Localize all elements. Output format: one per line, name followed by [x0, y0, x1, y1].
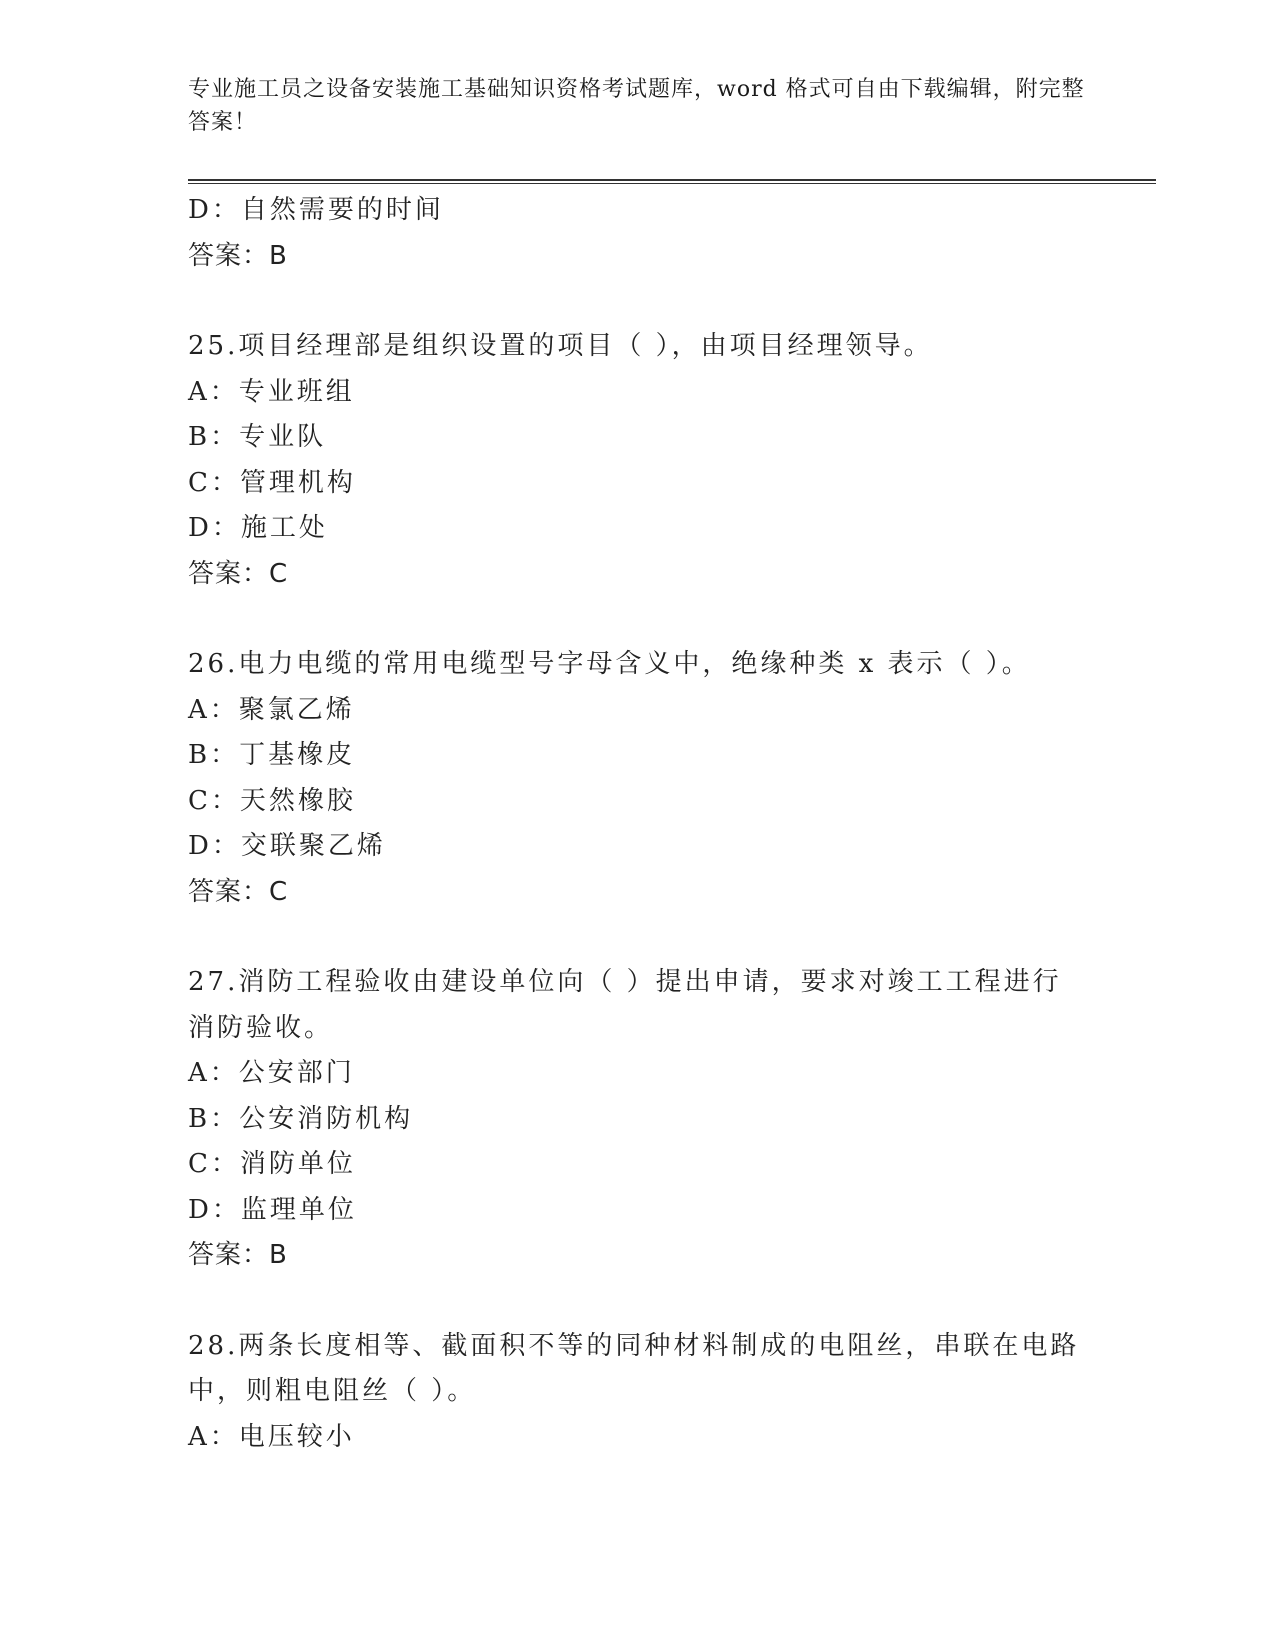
option-a: A：公安部门 — [188, 1058, 355, 1088]
question-stem: 25.项目经理部是组织设置的项目（ ），由项目经理领导。 — [188, 331, 933, 361]
option-d: D：施工处 — [188, 513, 328, 543]
question-stem: 26.电力电缆的常用电缆型号字母含义中，绝缘种类 x 表示（ ）。 — [188, 649, 1031, 679]
option-a: A：电压较小 — [188, 1421, 355, 1452]
question-block — [188, 642, 1088, 915]
answer-line: 答案：B — [188, 1240, 288, 1270]
question-stem: 27.消防工程验收由建设单位向（ ）提出申请，要求对竣工工程进行消防验收。 — [188, 967, 1062, 1043]
option-c: C：天然橡胶 — [188, 785, 356, 816]
option-c: C：管理机构 — [188, 467, 356, 498]
option-a: A：聚氯乙烯 — [188, 694, 355, 725]
answer-line: 答案：C — [188, 558, 289, 589]
document-header: 专业施工员之设备安装施工基础知识资格考试题库，word 格式可自由下载编辑，附完整答案！ — [188, 77, 1085, 135]
header-divider — [188, 179, 1156, 184]
question-block — [188, 1324, 1088, 1461]
option-d: D：自然需要的时间 — [188, 195, 444, 225]
question-stem: 28.两条长度相等、截面积不等的同种材料制成的电阻丝，串联在电路中，则粗电阻丝（ ）。 — [188, 1330, 1080, 1406]
option-a: A：专业班组 — [188, 376, 355, 407]
option-c: C：消防单位 — [188, 1149, 356, 1179]
option-d: D：监理单位 — [188, 1194, 357, 1225]
option-b: B：丁基橡皮 — [188, 740, 356, 770]
option-d: D：交联聚乙烯 — [188, 831, 386, 861]
option-b: B：专业队 — [188, 422, 327, 452]
question-list — [188, 188, 1088, 1460]
answer-line: 答案：B — [188, 240, 288, 271]
question-block — [188, 960, 1088, 1279]
answer-line: 答案：C — [188, 876, 289, 907]
question-block — [188, 324, 1088, 597]
option-b: B：公安消防机构 — [188, 1103, 414, 1134]
